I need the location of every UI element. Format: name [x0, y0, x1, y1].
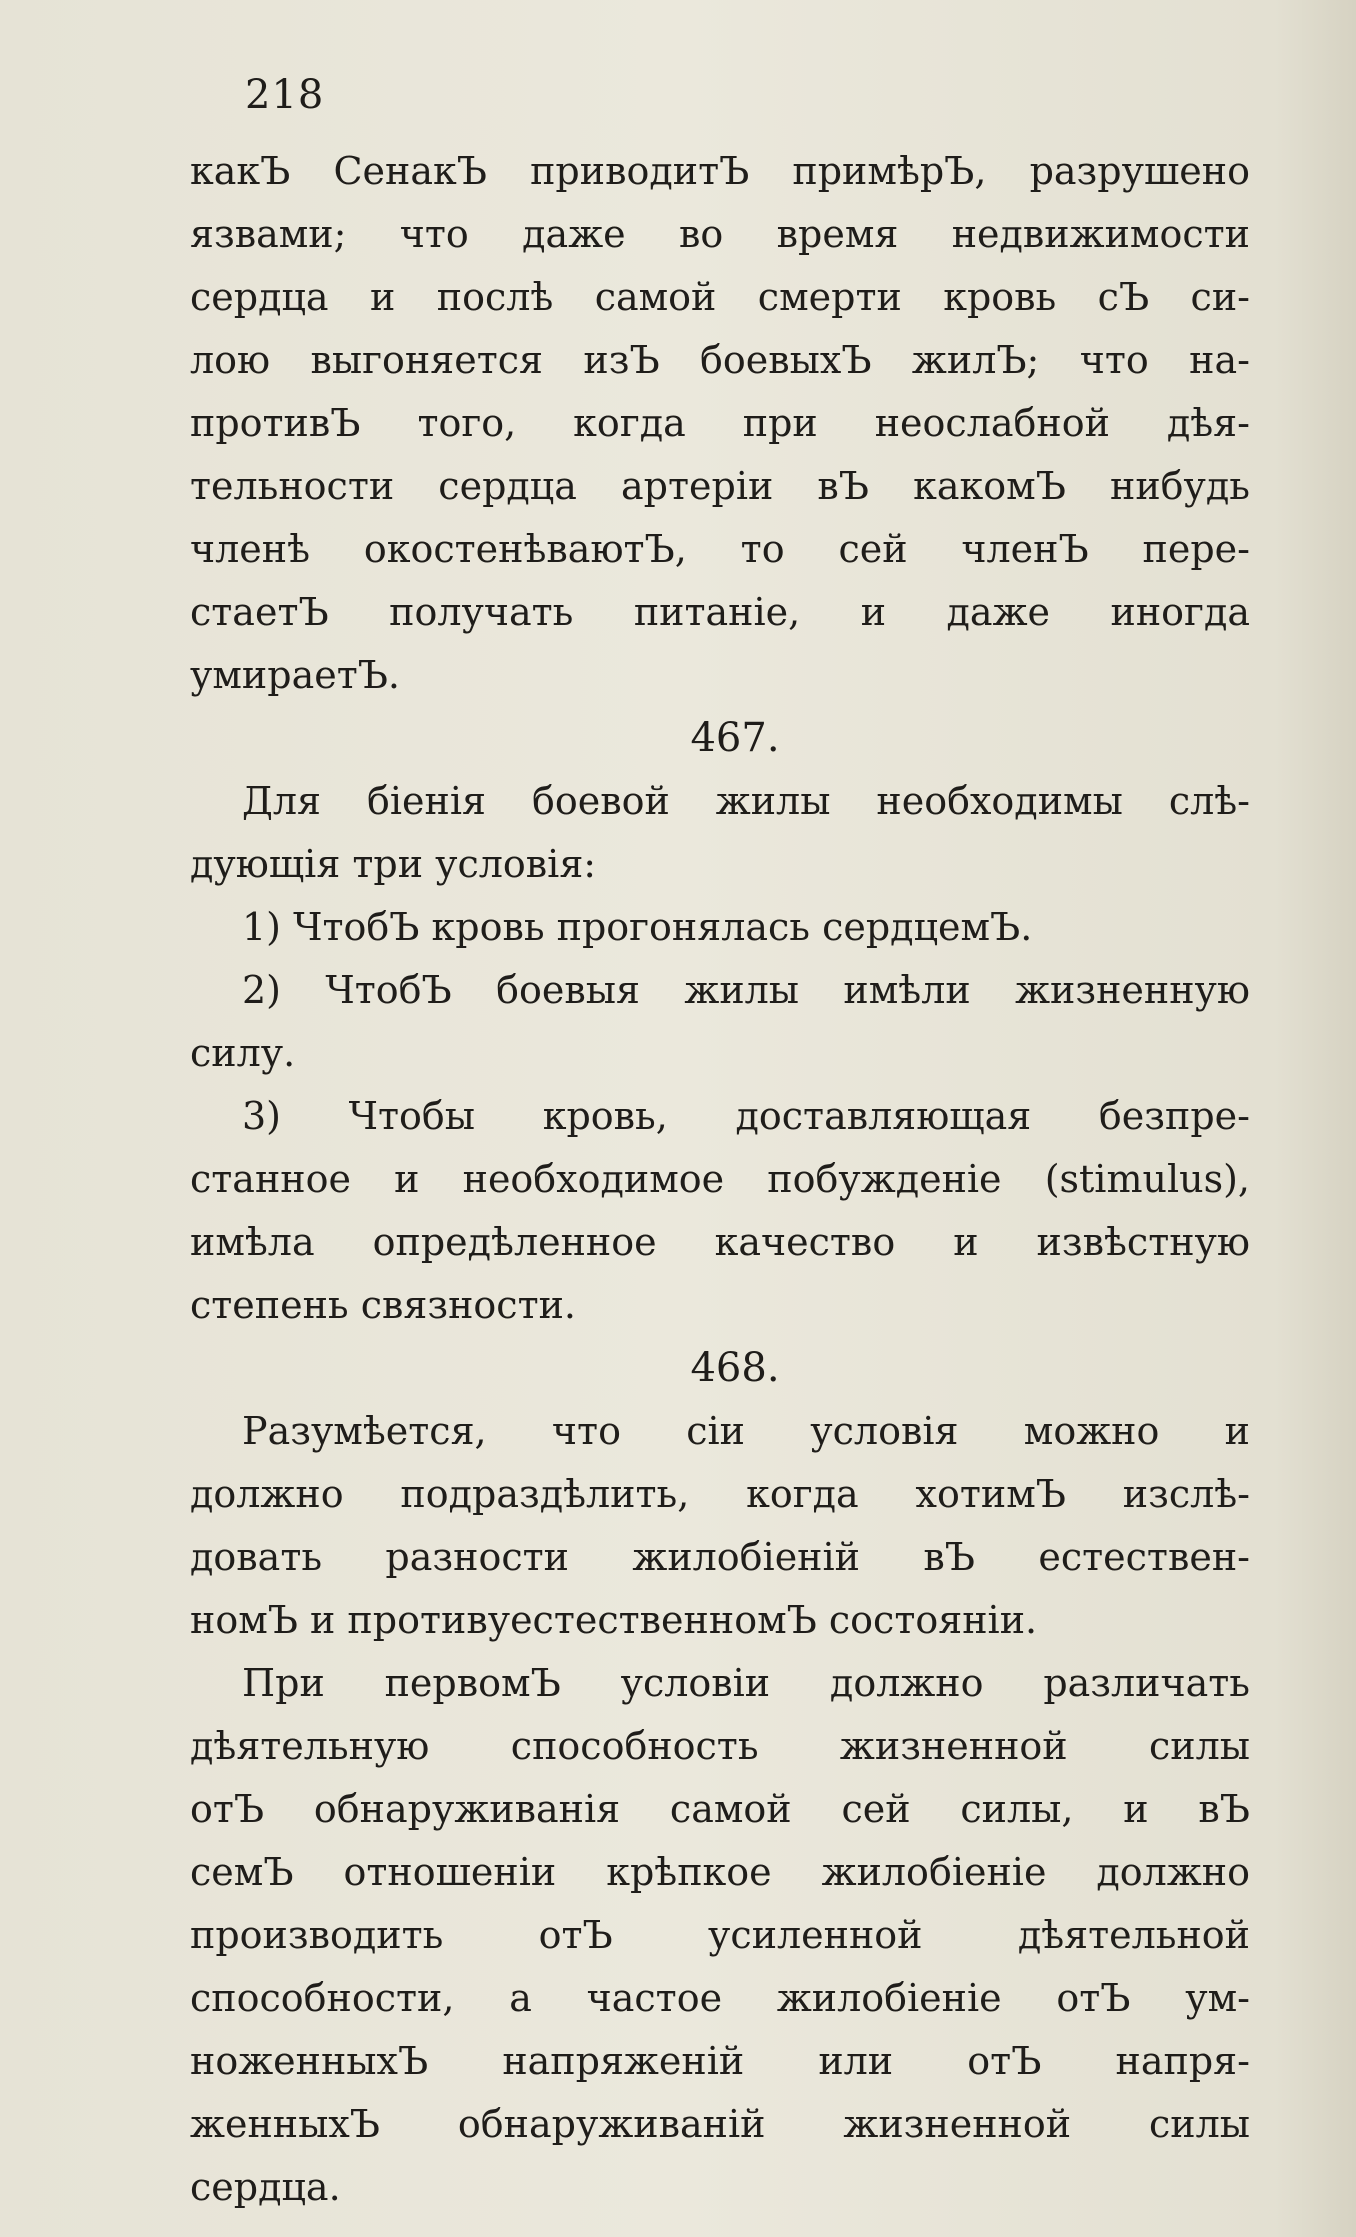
text-line: дующія три условія:	[190, 842, 597, 886]
text-line: тельности сердца артеріи вЪ какомЪ нибудь	[190, 464, 1250, 508]
condition-1	[190, 896, 1250, 959]
text-line: должно подраздѣлить, когда хотимЪ изслѣ-	[190, 1472, 1250, 1516]
paragraph-1	[190, 140, 1250, 707]
text-line: 1) ЧтобЪ кровь прогонялась сердцемЪ.	[242, 905, 1033, 949]
text-line: номЪ и противуестественномЪ состояніи.	[190, 1598, 1038, 1642]
text-line: лою выгоняется изЪ боевыхЪ жилЪ; что на-	[190, 338, 1250, 382]
page-number: 218	[245, 72, 325, 118]
text-line: 2) ЧтобЪ боевыя жилы имѣли жизненную	[242, 968, 1250, 1012]
text-line: имѣла опредѣленное качество и извѣстную	[190, 1220, 1250, 1264]
section-number-467: 467.	[690, 715, 780, 761]
condition-3	[190, 1085, 1250, 1337]
text-line: отЪ обнаруживанія самой сей силы, и вЪ	[190, 1787, 1250, 1831]
text-line: дѣятельную способность жизненной силы	[190, 1724, 1250, 1768]
text-line: язвами; что даже во время недвижимости	[190, 212, 1250, 256]
page-text	[190, 140, 1250, 2219]
text-line: силу.	[190, 1031, 296, 1075]
condition-2	[190, 959, 1250, 1085]
text-line: сердца и послѣ самой смерти кровь сЪ си-	[190, 275, 1250, 319]
text-line: способности, а частое жилобіеніе отЪ ум-	[190, 1976, 1250, 2020]
section-468-paragraph-b	[190, 1652, 1250, 2219]
text-line: сердца.	[190, 2165, 341, 2209]
text-line: какЪ СенакЪ приводитЪ примѣрЪ, разрушено	[190, 149, 1250, 193]
text-line: умираетЪ.	[190, 653, 401, 697]
text-line: При первомЪ условіи должно различать	[242, 1661, 1250, 1705]
text-line: ноженныхЪ напряженій или отЪ напря-	[190, 2039, 1250, 2083]
text-line: производить отЪ усиленной дѣятельной	[190, 1913, 1250, 1957]
text-line: станное и необходимое побужденіе (stimulus),	[190, 1157, 1250, 1201]
text-line: 3) Чтобы кровь, доставляющая безпре-	[242, 1094, 1250, 1138]
text-line: семЪ отношеніи крѣпкое жилобіеніе должно	[190, 1850, 1250, 1894]
text-line: Разумѣется, что сіи условія можно и	[242, 1409, 1250, 1453]
text-line: стаетЪ получать питаніе, и даже иногда	[190, 590, 1250, 634]
section-number-468: 468.	[690, 1345, 780, 1391]
text-line: женныхЪ обнаруживаній жизненной силы	[190, 2102, 1250, 2146]
text-line: довать разности жилобіеній вЪ естествен-	[190, 1535, 1250, 1579]
section-468-paragraph-a	[190, 1400, 1250, 1652]
section-467-intro	[190, 770, 1250, 896]
text-line: членѣ окостенѣваютЪ, то сей членЪ пере-	[190, 527, 1250, 571]
text-line: степень связности.	[190, 1283, 576, 1327]
text-line: Для біенія боевой жилы необходимы слѣ-	[242, 779, 1250, 823]
text-line: противЪ того, когда при неослабной дѣя-	[190, 401, 1250, 445]
